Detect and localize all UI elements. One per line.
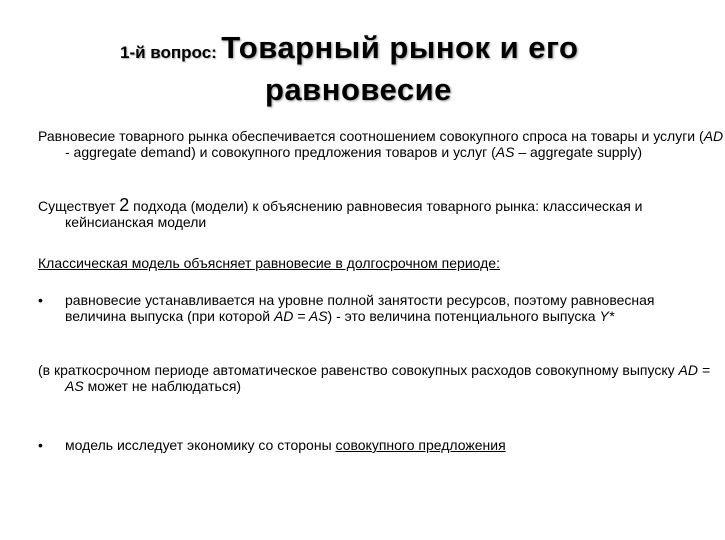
paragraph-two-approaches xyxy=(38,197,725,230)
term-y-star: Y* xyxy=(599,308,615,324)
text-segment: (в краткосрочном периоде автоматическое равенство совокупных расходов совокупному выпуску xyxy=(38,362,679,378)
question-prefix: 1-й вопрос: xyxy=(120,43,217,62)
title-line-1: Товарный рынок и его xyxy=(221,30,579,65)
bullet-text xyxy=(65,437,685,453)
bullet-text xyxy=(65,292,685,324)
number-two: 2 xyxy=(119,195,130,215)
term-ad-equals-as: AD = AS xyxy=(273,308,328,324)
paragraph-short-run-note xyxy=(38,362,725,394)
underlined-term-aggregate-supply: совокупного предложения xyxy=(335,437,506,453)
text-segment: равновесие устанавливается на уровне полной занятости ресурсов, поэтому равновесная величина выпуска (при которой xyxy=(65,292,655,324)
text-segment: подхода (модели) к объяснению равновесия товарного рынка: классическая и кейнсианская модели xyxy=(65,198,643,230)
text-segment: модель исследует экономику со стороны xyxy=(65,437,336,453)
bullet-icon: • xyxy=(38,437,43,453)
text-segment: Равновесие товарного рынка обеспечивается соотношением совокупного спроса на товары и услуги ( xyxy=(38,128,704,144)
text-segment: – aggregate supply) xyxy=(514,144,643,160)
term-ad-equals-as: AD = AS xyxy=(65,362,711,394)
slide-title xyxy=(120,30,578,66)
text-segment: Существует xyxy=(38,198,120,214)
paragraph-equilibrium-definition xyxy=(38,128,725,160)
title-line-2: равновесие xyxy=(265,72,452,107)
term-as: AS xyxy=(495,144,515,160)
text-segment: ) - это величина потенциального выпуска xyxy=(327,308,600,324)
term-ad: AD xyxy=(703,128,724,144)
paragraph-classical-model-heading: Классическая модель объясняет равновесие в долгосрочном периоде: xyxy=(38,255,500,271)
text-segment: - aggregate demand) и совокупного предложения товаров и услуг ( xyxy=(65,144,496,160)
text-segment: может не наблюдаться) xyxy=(83,378,242,394)
bullet-icon: • xyxy=(38,292,43,308)
